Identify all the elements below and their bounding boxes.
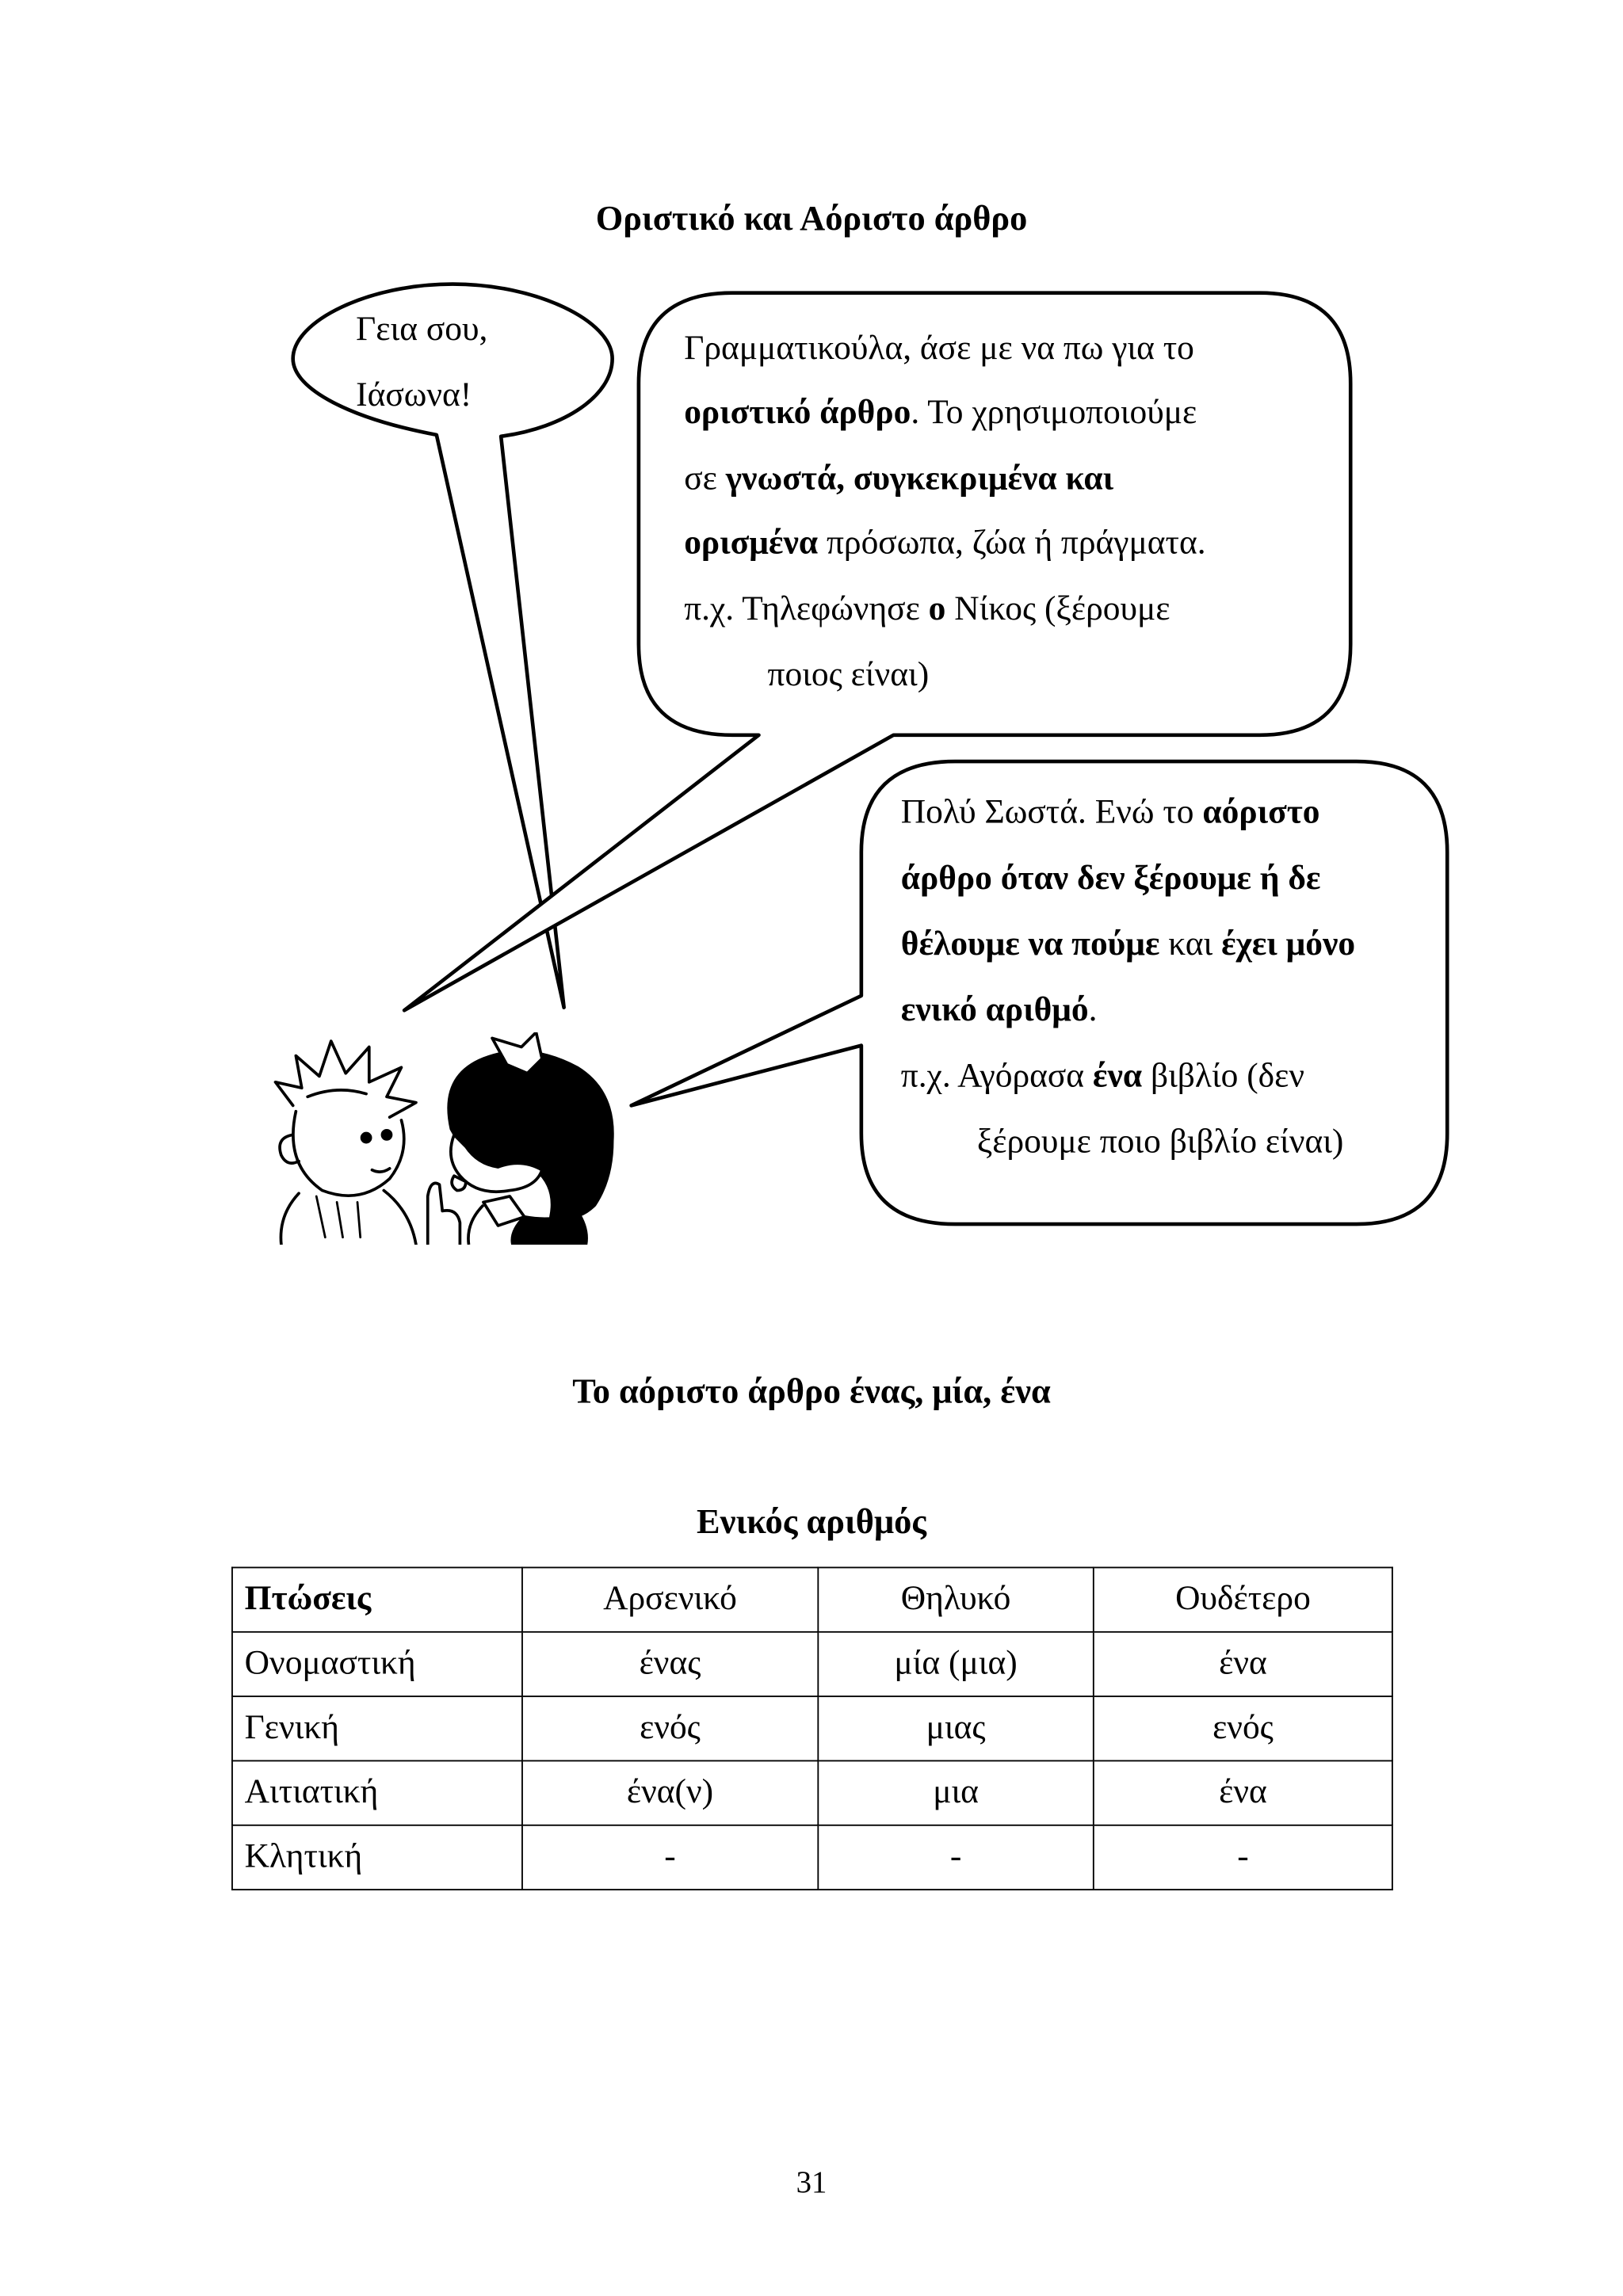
table-row [232, 1825, 1392, 1890]
text-run: σε [684, 460, 726, 498]
bold-term: ενικό αριθμό [900, 991, 1089, 1030]
table-cell: μία (μια) [818, 1632, 1094, 1696]
page-number: 31 [796, 2164, 827, 2199]
bold-term: αόριστο [1202, 793, 1320, 832]
top-bubble-line-6: ποιος είναι) [767, 655, 930, 695]
table-cell: ενός [1094, 1696, 1392, 1760]
table-row [232, 1696, 1392, 1760]
row-label: Αιτιατική [232, 1760, 522, 1825]
row-label: Κλητική [232, 1825, 522, 1890]
cartoon-two-children-talking-icon [264, 1032, 623, 1245]
top-bubble-line-4 [684, 523, 1205, 564]
bold-term: ορισμένα [684, 524, 819, 563]
top-bubble-line-3 [684, 458, 1113, 499]
table-cell: μια [818, 1760, 1094, 1825]
small-bubble-line-1: Γεια σου, [356, 310, 488, 349]
table-cell: - [522, 1825, 818, 1890]
text-run: και [1159, 925, 1222, 964]
header-feminine: Θηλυκό [818, 1567, 1094, 1631]
bold-term: άρθρο όταν δεν ξέρουμε ή δε [900, 859, 1321, 898]
page-title: Οριστικό και Αόριστο άρθρο [595, 200, 1028, 239]
bold-term: ένα [1092, 1057, 1143, 1096]
bottom-bubble-line-6: ξέρουμε ποιο βιβλίο είναι) [976, 1123, 1344, 1161]
top-bubble-line-1: Γραμματικούλα, άσε με να πω για το [684, 329, 1194, 368]
text-run: Πολύ Σωστά. Ενώ το [900, 793, 1203, 832]
indefinite-article-table [231, 1567, 1393, 1890]
bottom-bubble-line-2 [901, 858, 1321, 899]
table-cell: ένα [1094, 1632, 1392, 1696]
text-run: Νίκος (ξέρουμε [945, 589, 1170, 628]
top-bubble-line-2 [684, 392, 1197, 433]
text-run: . Το χρησιμοποιούμε [911, 394, 1197, 433]
row-label: Γενική [232, 1696, 522, 1760]
table-cell: ένα [1094, 1760, 1392, 1825]
small-bubble-line-2: Ιάσωνα! [356, 376, 472, 415]
table-cell: ενός [522, 1696, 818, 1760]
section-title: Το αόριστο άρθρο ένας, μία, ένα [572, 1373, 1051, 1412]
header-masculine: Αρσενικό [522, 1567, 818, 1631]
bottom-bubble-line-3 [901, 924, 1355, 965]
bold-term: θέλουμε να πούμε [900, 925, 1160, 964]
table-header-row [232, 1567, 1392, 1631]
text-run: π.χ. Αγόρασα [900, 1057, 1093, 1096]
table-row [232, 1760, 1392, 1825]
header-cases: Πτώσεις [232, 1567, 522, 1631]
bold-term: γνωστά, συγκεκριμένα και [725, 460, 1114, 498]
table-cell: ένα(ν) [522, 1760, 818, 1825]
table-cell: - [818, 1825, 1094, 1890]
table-row [232, 1632, 1392, 1696]
top-bubble-line-5 [684, 589, 1170, 630]
row-label: Ονομαστική [232, 1632, 522, 1696]
table-cell: ένας [522, 1632, 818, 1696]
table-cell: - [1094, 1825, 1392, 1890]
text-run: βιβλίο (δεν [1142, 1057, 1305, 1096]
text-run: . [1088, 991, 1098, 1030]
table-caption: Ενικός αριθμός [697, 1504, 926, 1543]
bottom-bubble-line-4 [901, 990, 1098, 1031]
bold-term: οριστικό άρθρο [684, 394, 911, 433]
bold-term: έχει μόνο [1221, 925, 1356, 964]
text-run: πρόσωπα, ζώα ή πράγματα. [818, 524, 1206, 563]
table-cell: μιας [818, 1696, 1094, 1760]
header-neuter: Ουδέτερο [1094, 1567, 1392, 1631]
bold-term: ο [928, 589, 946, 628]
bottom-bubble-line-1 [901, 792, 1320, 833]
text-run: π.χ. Τηλεφώνησε [684, 589, 929, 628]
bottom-bubble-line-5 [901, 1056, 1304, 1097]
